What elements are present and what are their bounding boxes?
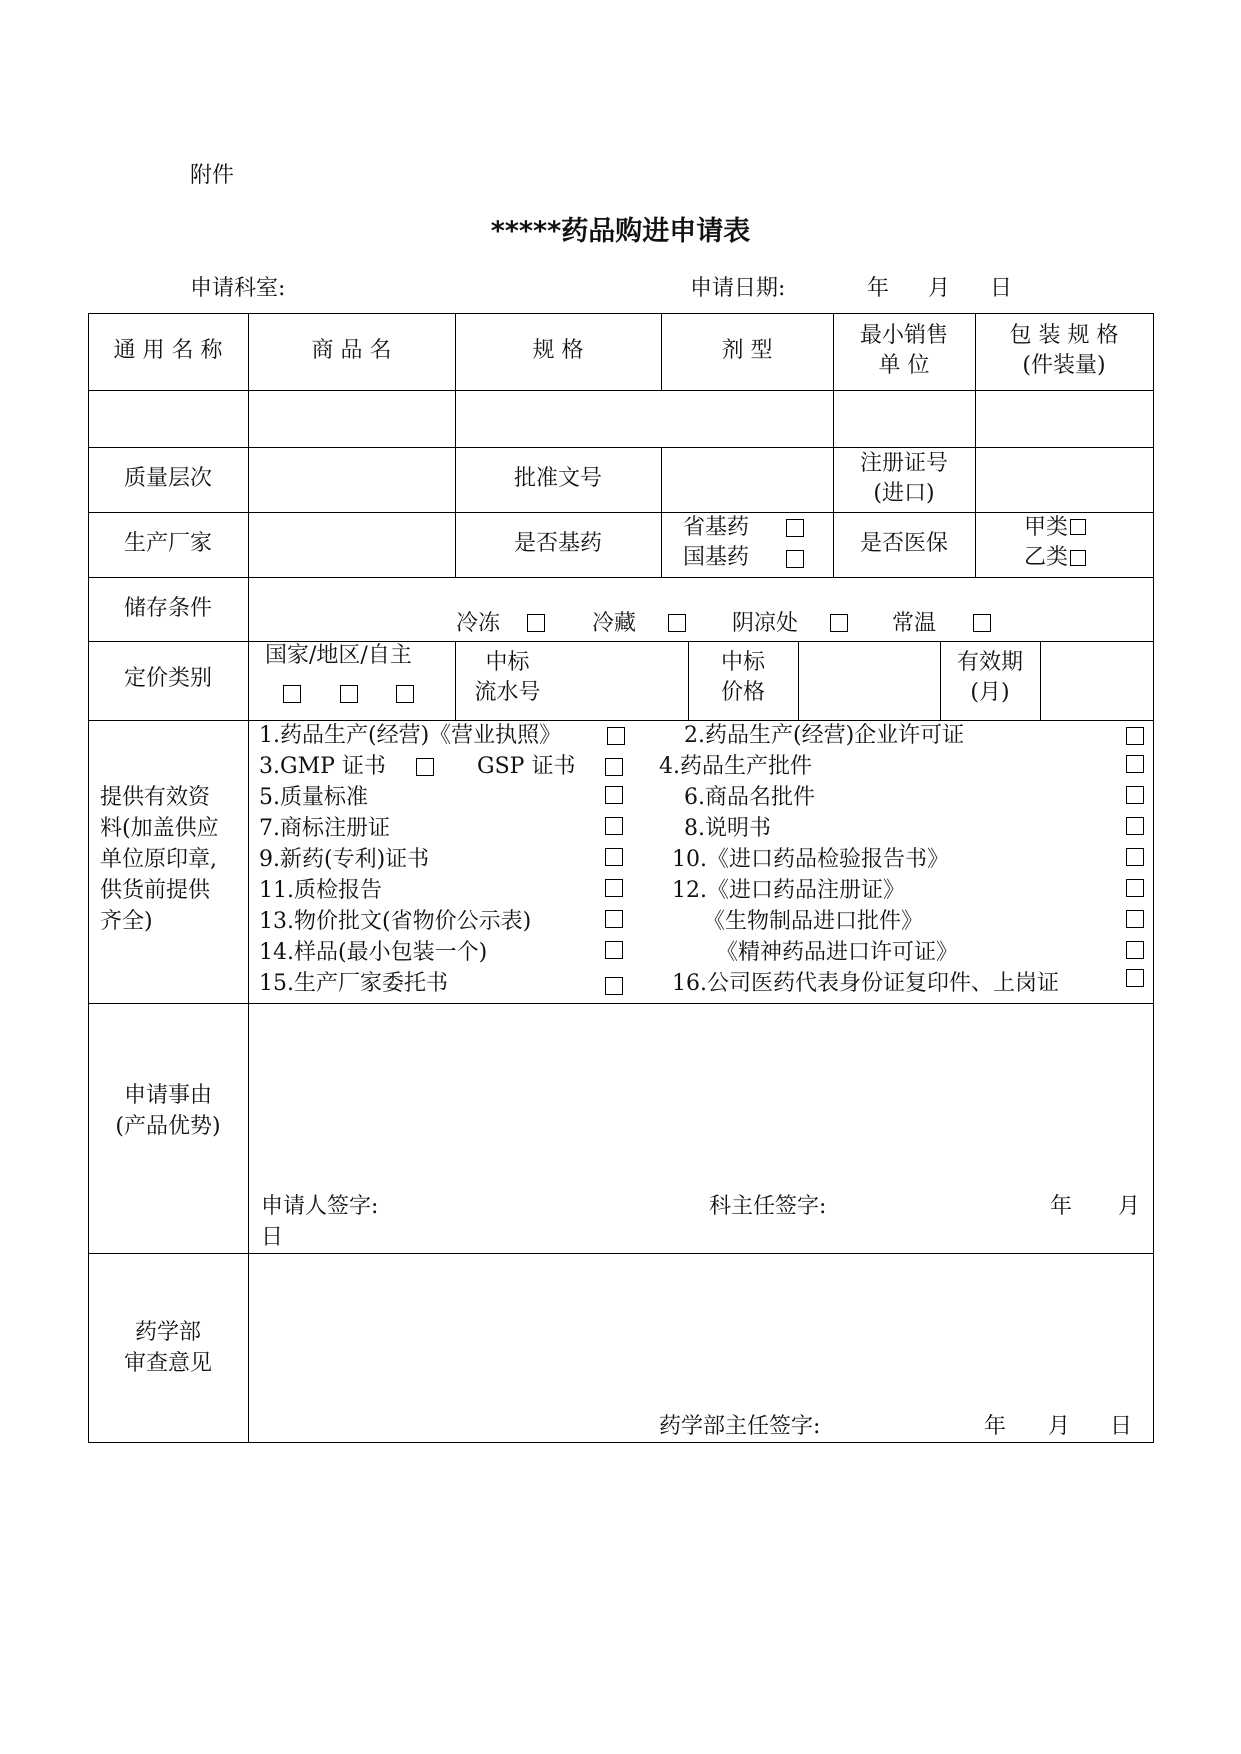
doc-item-3-gmp: 3.GMP 证书 — [259, 754, 386, 779]
refrigerated-label: 冷藏 — [592, 611, 637, 636]
trade-name-field[interactable] — [249, 391, 455, 447]
col-dosage-form: 剂 型 — [721, 338, 773, 363]
reason-day: 日 — [261, 1225, 284, 1250]
col-pack-spec-2: (件装量) — [1022, 353, 1106, 378]
price-national-checkbox[interactable] — [283, 685, 301, 703]
doc-item-9-checkbox[interactable] — [605, 848, 623, 866]
doc-item-14: 14.样品(最小包装一个) — [259, 940, 488, 965]
quality-level-field[interactable] — [249, 448, 455, 512]
doc-item-15: 15.生产厂家委托书 — [259, 971, 448, 996]
approval-no-field[interactable] — [662, 448, 833, 512]
doc-item-4: 4.药品生产批件 — [659, 754, 812, 779]
doc-item-11: 11.质检报告 — [259, 878, 382, 903]
is-essential-label: 是否基药 — [513, 531, 602, 556]
manufacturer-label: 生产厂家 — [123, 531, 212, 556]
frozen-checkbox[interactable] — [527, 614, 545, 632]
doc-item-14-checkbox[interactable] — [605, 941, 623, 959]
date-label: 申请日期: — [690, 276, 786, 301]
doc-item-8-checkbox[interactable] — [1126, 817, 1144, 835]
doc-item-3-gmp-checkbox[interactable] — [416, 758, 434, 776]
col-pack-spec: 包 装 规 格 — [1009, 323, 1119, 348]
quality-level-label: 质量层次 — [123, 466, 212, 491]
doc-item-12c-checkbox[interactable] — [1126, 941, 1144, 959]
doc-item-2-checkbox[interactable] — [1126, 727, 1144, 745]
bid-no-label-2: 流水号 — [474, 680, 541, 705]
reason-month: 月 — [1118, 1194, 1141, 1219]
doc-item-2: 2.药品生产(经营)企业许可证 — [684, 723, 965, 748]
validity-label-2: (月) — [970, 680, 1010, 705]
cool-place-checkbox[interactable] — [830, 614, 848, 632]
min-unit-field[interactable] — [834, 391, 975, 447]
form-title: *****药品购进申请表 — [490, 216, 751, 247]
class-a-checkbox[interactable] — [1070, 519, 1086, 535]
manufacturer-field[interactable] — [249, 513, 455, 577]
doc-item-11-checkbox[interactable] — [605, 879, 623, 897]
reg-no-label-2: (进口) — [873, 481, 935, 506]
room-temp-checkbox[interactable] — [973, 614, 991, 632]
doc-item-12: 12.《进口药品注册证》 — [672, 878, 905, 903]
reason-year: 年 — [1050, 1194, 1073, 1219]
price-regional-checkbox[interactable] — [340, 685, 358, 703]
national-essential-label: 国基药 — [683, 545, 750, 570]
room-temp-label: 常温 — [892, 611, 937, 636]
date-month: 月 — [928, 276, 951, 301]
dosage-form-field[interactable] — [662, 391, 833, 447]
refrigerated-checkbox[interactable] — [668, 614, 686, 632]
cool-place-label: 阴凉处 — [732, 611, 799, 636]
applicant-sign-label: 申请人签字: — [261, 1194, 379, 1219]
doc-item-15-checkbox[interactable] — [605, 977, 623, 995]
doc-item-10-checkbox[interactable] — [1126, 848, 1144, 866]
price-independent-checkbox[interactable] — [396, 685, 414, 703]
doc-item-4-checkbox[interactable] — [1126, 755, 1144, 773]
validity-label: 有效期 — [956, 650, 1023, 675]
doc-item-8: 8.说明书 — [684, 816, 771, 841]
docs-label-line-4: 供货前提供 — [100, 878, 211, 903]
pharmacy-label-2: 审查意见 — [123, 1351, 212, 1376]
pharmacy-director-sign-label: 药学部主任签字: — [659, 1414, 821, 1439]
validity-field[interactable] — [1041, 642, 1153, 720]
col-generic-name: 通 用 名 称 — [113, 338, 223, 363]
pack-spec-field[interactable] — [976, 391, 1153, 447]
pharmacy-month: 月 — [1048, 1414, 1071, 1439]
reason-label-2: (产品优势) — [115, 1114, 221, 1139]
doc-item-7: 7.商标注册证 — [259, 816, 390, 841]
docs-label-line-1: 提供有效资 — [100, 785, 211, 810]
bid-no-field[interactable] — [562, 642, 688, 720]
bid-price-label-2: 价格 — [720, 680, 765, 705]
doc-item-6: 6.商品名批件 — [684, 785, 815, 810]
class-b-checkbox[interactable] — [1070, 550, 1086, 566]
doc-item-12c: 《精神药品进口许可证》 — [716, 940, 959, 965]
doc-item-3-gsp-checkbox[interactable] — [605, 758, 623, 776]
is-insurance-label: 是否医保 — [859, 531, 948, 556]
doc-item-12-checkbox[interactable] — [1126, 879, 1144, 897]
col-min-unit: 最小销售 — [859, 323, 948, 348]
approval-no-label: 批准文号 — [513, 466, 602, 491]
doc-item-3-gsp: GSP 证书 — [477, 754, 576, 779]
doc-item-10: 10.《进口药品检验报告书》 — [672, 847, 949, 872]
provincial-essential-label: 省基药 — [683, 515, 750, 540]
docs-label-line-2: 料(加盖供应 — [100, 816, 219, 841]
doc-item-5-checkbox[interactable] — [605, 786, 623, 804]
reason-label: 申请事由 — [123, 1083, 212, 1108]
doc-item-12b-checkbox[interactable] — [1126, 910, 1144, 928]
doc-item-7-checkbox[interactable] — [605, 817, 623, 835]
col-spec: 规 格 — [532, 338, 584, 363]
pharmacy-label: 药学部 — [134, 1320, 201, 1345]
doc-item-16-checkbox[interactable] — [1126, 969, 1144, 987]
director-sign-label: 科主任签字: — [709, 1194, 827, 1219]
doc-item-16: 16.公司医药代表身份证复印件、上岗证 — [672, 971, 1059, 996]
date-year: 年 — [867, 276, 890, 301]
national-essential-checkbox[interactable] — [786, 550, 804, 568]
reason-textarea[interactable] — [249, 1004, 1153, 1184]
date-day: 日 — [990, 276, 1013, 301]
doc-item-5: 5.质量标准 — [259, 785, 368, 810]
storage-label: 储存条件 — [123, 596, 212, 621]
attachment-label: 附件 — [190, 163, 235, 188]
pharmacy-day: 日 — [1110, 1414, 1133, 1439]
generic-name-field[interactable] — [89, 391, 248, 447]
col-min-unit-2: 单 位 — [878, 353, 930, 378]
class-b-label: 乙类 — [1024, 545, 1069, 570]
docs-label-line-5: 齐全) — [100, 909, 153, 934]
doc-item-13-checkbox[interactable] — [605, 910, 623, 928]
reg-no-label: 注册证号 — [859, 451, 948, 476]
doc-item-12b: 《生物制品进口批件》 — [703, 909, 924, 934]
bid-no-label: 中标 — [485, 650, 530, 675]
reg-no-field[interactable] — [976, 448, 1153, 512]
pharmacy-review-textarea[interactable] — [249, 1254, 1153, 1404]
bid-price-label: 中标 — [720, 650, 765, 675]
provincial-essential-checkbox[interactable] — [786, 519, 804, 537]
bid-price-field[interactable] — [799, 642, 940, 720]
price-options-label: 国家/地区/自主 — [265, 643, 412, 668]
doc-item-13: 13.物价批文(省物价公示表) — [259, 909, 532, 934]
pharmacy-year: 年 — [984, 1414, 1007, 1439]
doc-item-9: 9.新药(专利)证书 — [259, 847, 430, 872]
doc-item-1-checkbox[interactable] — [607, 727, 625, 745]
doc-item-1: 1.药品生产(经营)《营业执照》 — [259, 723, 562, 748]
col-trade-name: 商 品 名 — [311, 338, 392, 363]
class-a-label: 甲类 — [1024, 515, 1069, 540]
frozen-label: 冷冻 — [456, 611, 501, 636]
dept-label: 申请科室: — [190, 276, 286, 301]
pricing-label: 定价类别 — [123, 666, 212, 691]
docs-label-line-3: 单位原印章, — [100, 847, 217, 872]
spec-field[interactable] — [456, 391, 661, 447]
doc-item-6-checkbox[interactable] — [1126, 786, 1144, 804]
